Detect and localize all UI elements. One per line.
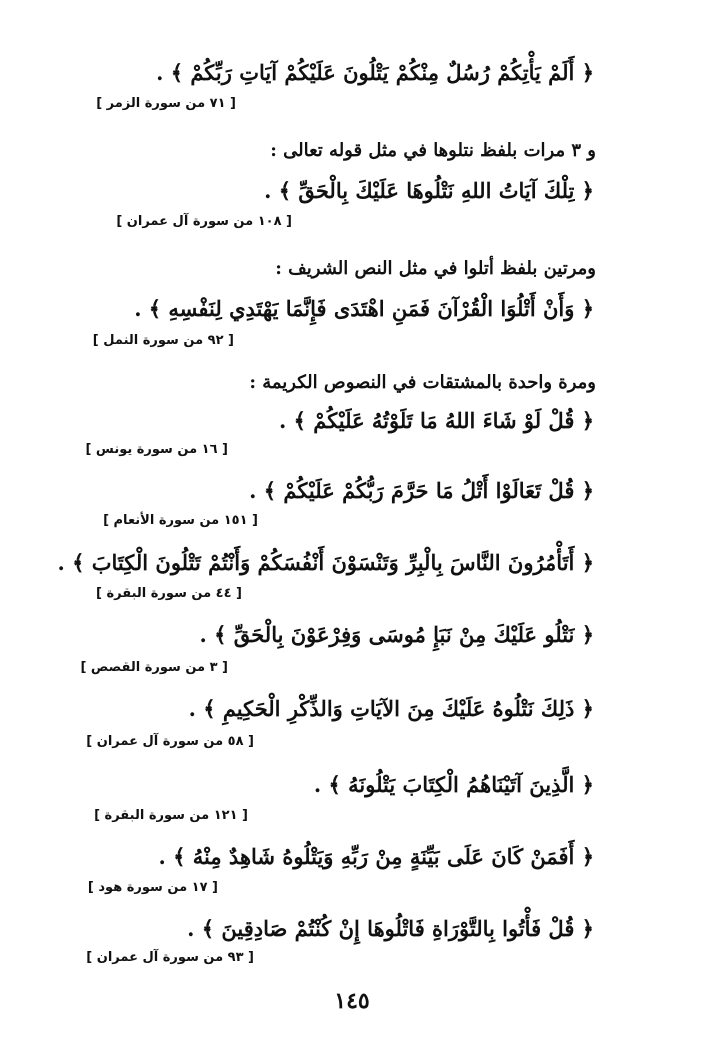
reference-8: [ ٥٨ من سورة آل عمران ] [86,734,254,749]
verse-line-9: ﴿ الَّذِينَ آتَيْنَاهُمُ الْكِتَابَ يَتْلُونَهُ ﴾ . [313,772,594,797]
verse-line-11: ﴿ قُلْ فَأْتُوا بِالتَّوْرَاةِ فَاتْلُوهَا إِنْ كُنْتُمْ صَادِقِينَ ﴾ . [187,916,594,941]
verse-line-2: ﴿ تِلْكَ آيَاتُ اللهِ نَتْلُوهَا عَلَيْكَ بِالْحَقِّ ﴾ . [264,178,594,203]
reference-10: [ ١٧ من سورة هود ] [87,880,218,895]
reference-5: [ ١٥١ من سورة الأنعام ] [103,513,258,528]
intro-line-3: ومرة واحدة بالمشتقات في النصوص الكريمة : [249,372,596,393]
reference-6: [ ٤٤ من سورة البقرة ] [96,586,242,601]
verse-line-6: ﴿ أَتَأْمُرُونَ النَّاسَ بِالْبِرِّ وَتَنْسَوْنَ أَنْفُسَكُمْ وَأَنْتُمْ تَتْلُونَ الْكِتَابَ ﴾ . [57,550,594,575]
verse-line-7: ﴿ نَتْلُو عَلَيْكَ مِنْ نَبَإِ مُوسَى وَفِرْعَوْنَ بِالْحَقِّ ﴾ . [199,622,594,647]
reference-4: [ ١٦ من سورة يونس ] [85,442,228,457]
verse-line-8: ﴿ ذَلِكَ نَتْلُوهُ عَلَيْكَ مِنَ الآيَاتِ وَالذِّكْرِ الْحَكِيمِ ﴾ . [188,696,594,721]
verse-line-3: ﴿ وَأَنْ أَتْلُوَا الْقُرْآنَ فَمَنِ اهْتَدَى فَإِنَّمَا يَهْتَدِي لِنَفْسِهِ ﴾ . [134,296,594,321]
reference-2: [ ١٠٨ من سورة آل عمران ] [116,214,292,229]
reference-11: [ ٩٣ من سورة آل عمران ] [86,950,254,965]
verse-line-5: ﴿ قُلْ تَعَالَوْا أَتْلُ مَا حَرَّمَ رَبُّكُمْ عَلَيْكُمْ ﴾ . [249,478,594,503]
verse-line-1: ﴿ أَلَمْ يَأْتِكُمْ رُسُلٌ مِنْكُمْ يَتْلُونَ عَلَيْكُمْ آيَاتِ رَبِّكُمْ ﴾ . [156,60,594,85]
intro-line-1: و ٣ مرات بلفظ نتلوها في مثل قوله تعالى : [270,140,596,161]
reference-7: [ ٣ من سورة القصص ] [80,660,228,675]
verse-line-4: ﴿ قُلْ لَوْ شَاءَ اللهُ مَا تَلَوْتُهُ عَلَيْكُمْ ﴾ . [278,408,594,433]
page-number: ١٤٥ [334,988,370,1014]
intro-line-2: ومرتين بلفظ أتلوا في مثل النص الشريف : [275,258,596,279]
verse-line-10: ﴿ أَفَمَنْ كَانَ عَلَى بَيِّنَةٍ مِنْ رَبِّهِ وَيَتْلُوهُ شَاهِدٌ مِنْهُ ﴾ . [158,844,594,869]
reference-3: [ ٩٢ من سورة النمل ] [92,333,234,348]
reference-1: [ ٧١ من سورة الزمر ] [96,96,236,111]
reference-9: [ ١٢١ من سورة البقرة ] [94,808,248,823]
